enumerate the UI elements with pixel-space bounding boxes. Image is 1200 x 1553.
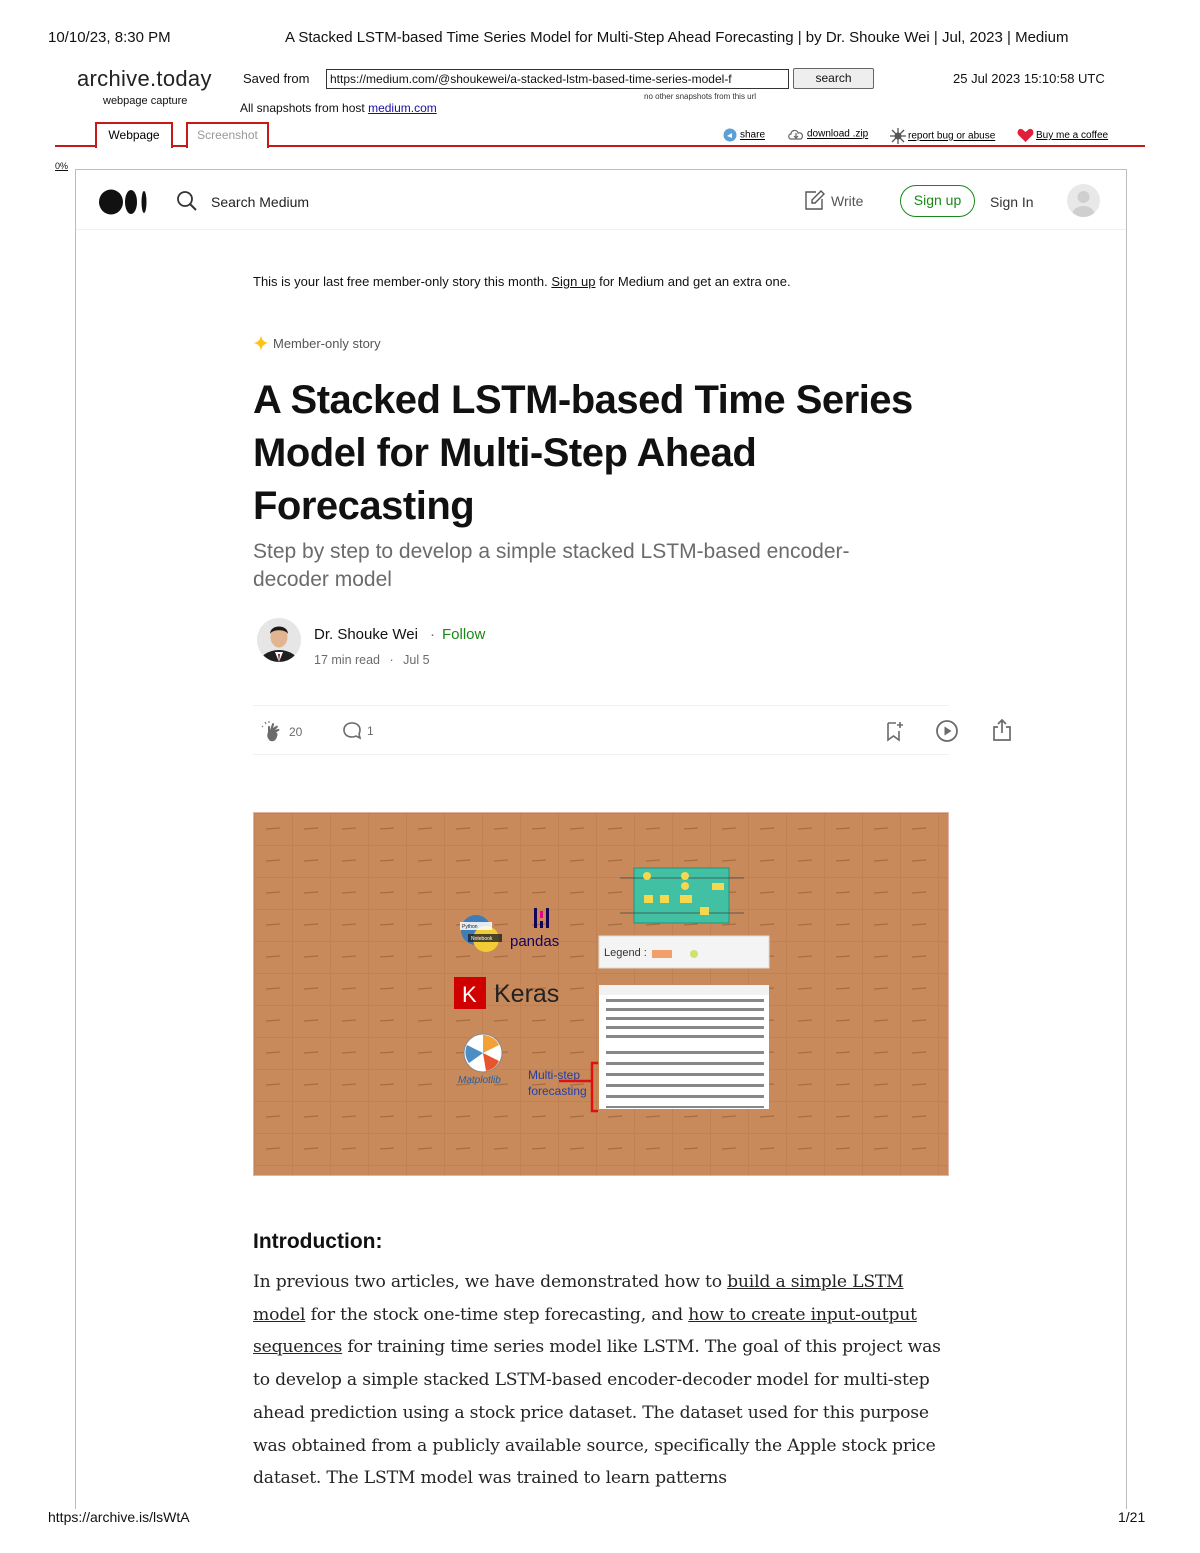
author-name[interactable]: Dr. Shouke Wei xyxy=(314,626,418,643)
medium-search-input[interactable]: Search Medium xyxy=(211,194,310,210)
clap-count: 20 xyxy=(289,725,303,739)
svg-text:forecasting: forecasting xyxy=(528,1084,587,1098)
intro-link-sequences[interactable]: how to create input-output sequences xyxy=(253,1304,917,1358)
notice-text-before: This is your last free member-only story this month. xyxy=(253,274,552,289)
intro-text-1: In previous two articles, we have demonstrated how to xyxy=(253,1272,728,1292)
share-icon[interactable] xyxy=(991,718,1013,742)
star-icon xyxy=(253,335,269,351)
notice-text-after: for Medium and get an extra one. xyxy=(595,274,791,289)
read-time: 17 min read xyxy=(314,653,381,667)
share-link[interactable] xyxy=(722,128,765,142)
all-snapshots xyxy=(240,101,437,115)
report-link[interactable] xyxy=(890,128,995,144)
write-button[interactable] xyxy=(803,190,863,212)
article-meta xyxy=(314,653,430,667)
bug-icon xyxy=(890,128,906,144)
intro-paragraph xyxy=(253,1266,953,1495)
share-link-label[interactable]: share xyxy=(740,129,766,141)
response-count: 1 xyxy=(367,724,374,738)
member-only-label: Member-only story xyxy=(273,335,381,351)
lstm-cell-diagram xyxy=(620,868,744,923)
archive-subtitle: webpage capture xyxy=(103,95,188,107)
archived-page-frame xyxy=(75,169,1127,1509)
host-link[interactable]: medium.com xyxy=(368,101,437,115)
author-separator: · xyxy=(430,626,435,643)
search-button[interactable]: search xyxy=(793,68,874,89)
svg-text:K: K xyxy=(462,982,477,1007)
archive-logo[interactable]: archive.today xyxy=(77,66,212,91)
write-icon xyxy=(803,190,825,212)
legend-label: Legend : xyxy=(604,947,647,959)
share-icon xyxy=(722,128,738,142)
member-notice xyxy=(253,274,791,289)
intro-text-2: for the stock one-time step forecasting, and xyxy=(305,1304,689,1325)
intro-text-3: for training time series model like LSTM. The goal of this project was to develop a simple stacked LSTM-based encoder-decoder model for multi-step ahead prediction using a stock price dataset. The dataset used for this purpose was obtained from a publicly available source, specifically the Apple stock price dataset. The LSTM model was trained to learn patterns xyxy=(253,1337,941,1489)
clap-button[interactable] xyxy=(261,720,302,744)
listen-play-icon[interactable] xyxy=(935,719,959,743)
print-page-title: A Stacked LSTM-based Time Series Model for Multi-Step Ahead Forecasting | by Dr. Shouke Wei | Jul, 2023 | Medium xyxy=(285,29,1069,46)
print-footer-url: https://archive.is/lsWtA xyxy=(48,1509,190,1525)
bookmark-add-icon[interactable] xyxy=(883,720,905,742)
search-icon[interactable] xyxy=(176,190,198,212)
intro-link-lstm[interactable]: build a simple LSTM model xyxy=(253,1272,904,1325)
article-headline: A Stacked LSTM-based Time Series Model for Multi-Step Ahead Forecasting xyxy=(253,378,913,528)
print-page-number: 1/21 xyxy=(1118,1509,1146,1525)
pandas-label: pandas xyxy=(510,933,560,950)
publish-date: Jul 5 xyxy=(403,653,430,667)
medium-logo-icon[interactable] xyxy=(99,189,149,215)
comment-icon xyxy=(341,720,363,742)
heart-icon xyxy=(1017,128,1034,143)
signup-button[interactable]: Sign up xyxy=(900,185,975,217)
matplotlib-label: Matplotlib xyxy=(458,1075,501,1086)
medium-navbar xyxy=(76,170,1126,230)
meta-separator: · xyxy=(389,653,394,667)
tab-webpage[interactable]: Webpage xyxy=(95,122,173,148)
download-link[interactable] xyxy=(787,128,868,140)
hero-image xyxy=(253,812,949,1176)
cloud-download-icon xyxy=(787,128,805,140)
user-icon xyxy=(1067,184,1100,217)
report-link-label[interactable]: report bug or abuse xyxy=(908,130,996,142)
no-other-snapshots: no other snapshots from this url xyxy=(644,92,757,101)
keras-logo xyxy=(454,977,559,1009)
coffee-link[interactable] xyxy=(1017,128,1108,143)
tab-screenshot[interactable]: Screenshot xyxy=(186,122,269,148)
clap-icon xyxy=(261,720,285,744)
signin-link[interactable]: Sign In xyxy=(990,194,1034,210)
print-datetime: 10/10/23, 8:30 PM xyxy=(48,29,171,46)
member-only-badge xyxy=(253,335,381,351)
url-input[interactable]: https://medium.com/@shoukewei/a-stacked-lstm-based-time-series-model-f xyxy=(326,69,789,89)
article-subtitle: Step by step to develop a simple stacked LSTM-based encoder-decoder model xyxy=(253,540,850,591)
coffee-link-label[interactable]: Buy me a coffee xyxy=(1036,130,1109,142)
follow-button[interactable]: Follow xyxy=(442,626,486,643)
legend-box xyxy=(599,936,769,968)
all-snapshots-label: All snapshots from host xyxy=(240,101,365,115)
keras-label: Keras xyxy=(494,980,560,1008)
responses-button[interactable] xyxy=(341,720,374,742)
write-label: Write xyxy=(831,193,864,209)
download-link-label[interactable]: download .zip xyxy=(807,128,869,140)
capture-date: 25 Jul 2023 15:10:58 UTC xyxy=(953,71,1105,86)
progress-percent: 0% xyxy=(55,161,69,171)
author-photo xyxy=(257,618,301,662)
notice-signup-link[interactable]: Sign up xyxy=(551,274,596,289)
python-label: Python xyxy=(462,924,478,930)
intro-heading: Introduction: xyxy=(253,1230,383,1253)
article-action-bar xyxy=(253,705,949,755)
author-avatar[interactable] xyxy=(257,618,301,662)
hero-illustration xyxy=(254,813,949,1176)
svg-text:Multi-step: Multi-step xyxy=(528,1068,581,1082)
user-avatar[interactable] xyxy=(1067,184,1100,217)
notebook-label: Notebook xyxy=(471,936,493,942)
data-table-image xyxy=(599,985,769,1109)
saved-from-label: Saved from xyxy=(243,71,310,86)
